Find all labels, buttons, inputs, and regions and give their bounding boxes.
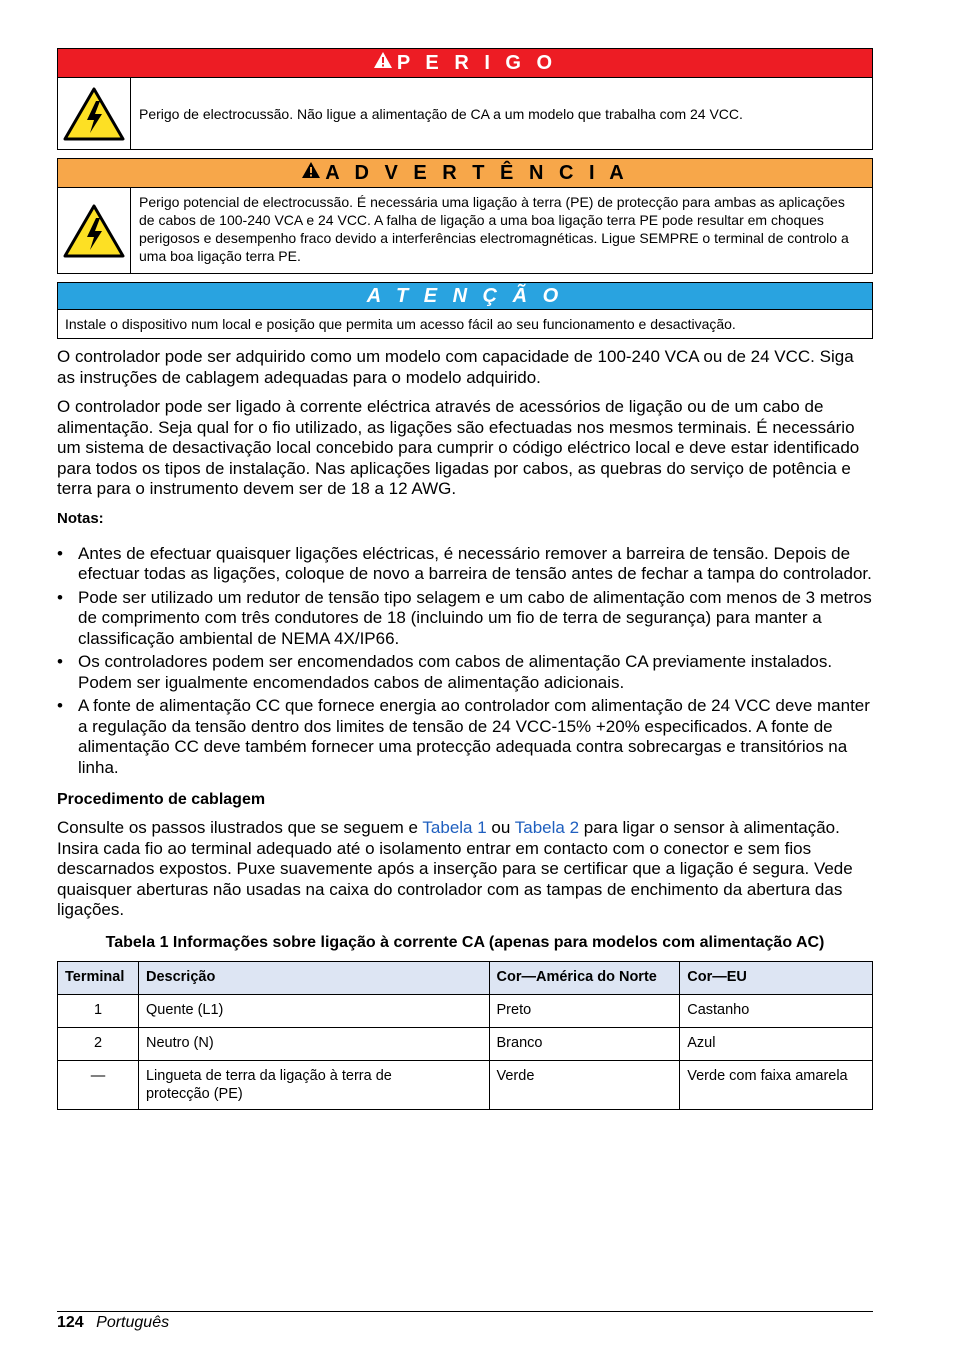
danger-header <box>58 49 872 78</box>
danger-notice <box>57 48 873 150</box>
danger-title: P E R I G O <box>396 51 558 74</box>
notes-list <box>57 544 873 779</box>
warning-title: A D V E R T Ê N C I A <box>325 161 629 184</box>
table-cell: Castanho <box>680 994 873 1027</box>
section-title: Procedimento de cablagem <box>57 791 266 808</box>
table-row <box>58 1060 873 1109</box>
table-cell: Quente (L1) <box>138 994 489 1027</box>
table-cell: Branco <box>489 1027 680 1060</box>
table-cell: Neutro (N) <box>138 1027 489 1060</box>
table-header-row <box>58 961 873 994</box>
footer-language: Português <box>96 1314 170 1331</box>
list-item: • Antes de efectuar quaisquer ligações eléctricas, é necessário remover a barreira de tensão. Depois de efectuar todas as ligações, coloque de novo a barreira de tensão antes de fechar a tampa do controlador. <box>57 543 872 583</box>
caution-notice <box>57 282 873 339</box>
procedure-paragraph: Consulte os passos ilustrados que se seguem e Tabela 1 ou Tabela 2 para ligar o sensor à alimentação. Insira cada fio ao terminal adequado até o isolamento entrar em contacto com o conector e sem fios descarnados expostos. Puxe suavemente após a inserção para se certificar que a ligação é segura. Vede quaisquer aberturas não usadas na caixa do controlador com as tampas de enchimento da abertura das ligações. <box>57 818 853 919</box>
notes-title: Notas: <box>57 509 104 527</box>
electrical-shock-hazard-icon <box>58 78 131 149</box>
list-item: • Os controladores podem ser encomendados com cabos de alimentação CA previamente instalados. Podem ser igualmente encomendados cabos de alimentação adicionais. <box>57 652 833 692</box>
warning-notice <box>57 158 873 274</box>
danger-text: Perigo de electrocussão. Não ligue a alimentação de CA a um modelo que trabalha com 24 VCC. <box>139 105 743 122</box>
column-header: Cor—América do Norte <box>489 961 680 994</box>
power-paragraph: O controlador pode ser ligado à corrente eléctrica através de acessórios de ligação ou de um cabo de alimentação. Seja qual for o fio utilizado, as ligações são efectuadas nos mesmos terminais. É necessário um sistema de desactivação local concebido para cumprir o código eléctrico local e deve estar identificado para todos os tipos de instalação. Nas aplicações ligadas por cabos, as quebras do serviço de potência e terra para o instrumento devem ser de 18 a 12 AWG. <box>57 397 860 498</box>
table-row <box>58 994 873 1027</box>
caution-header <box>58 283 872 310</box>
intro-paragraph: O controlador pode ser adquirido como um modelo com capacidade de 100-240 VCA ou de 24 VCC. Siga as instruções de cablagem adequadas para o modelo adquirido. <box>57 347 854 387</box>
table-cell: Azul <box>680 1027 873 1060</box>
table-2-link[interactable]: Tabela 2 <box>514 818 580 837</box>
table-cell: Lingueta de terra da ligação à terra de protecção (PE) <box>138 1060 489 1109</box>
table-cell: — <box>58 1060 139 1109</box>
table-row <box>58 1027 873 1060</box>
warning-text: Perigo potencial de electrocussão. É necessária uma ligação à terra (PE) de protecção para ambas as aplicações de cabos de 100-240 VCA e 24 VCC. A falha de ligação a uma boa ligação terra PE pode resultar em choques perigosos e desempenho fraco devido a interferências electromagnéticas. Ligue SEMPRE o terminal de controlo a uma boa ligação terra PE. <box>139 194 849 264</box>
page-content <box>57 48 873 1110</box>
caution-title: A T E N Ç Ã O <box>366 284 564 307</box>
page-number: 124 <box>57 1314 84 1331</box>
table-cell: Verde com faixa amarela <box>680 1060 873 1109</box>
caution-text: Instale o dispositivo num local e posição que permita um acesso fácil ao seu funcionamento e desactivação. <box>65 316 736 332</box>
list-item: • A fonte de alimentação CC que fornece energia ao controlador com alimentação de 24 VCC deve manter a regulação da tensão dentro dos limites de tensão de 24 VCC-15% +20% especificados. A fonte de alimentação CC deve também fornecer uma protecção adequada contra sobrecargas e transitórios na linha. <box>57 696 870 777</box>
warning-header <box>58 159 872 188</box>
table-cell: Preto <box>489 994 680 1027</box>
column-header: Descrição <box>138 961 489 994</box>
table-cell: Verde <box>489 1060 680 1109</box>
list-item: • Pode ser utilizado um redutor de tensão tipo selagem e um cabo de alimentação com menos de 3 metros de comprimento com três condutores de 18 (incluindo um fio de terra de segurança) para manter a classificação ambiental de NEMA 4X/IP66. <box>57 587 872 648</box>
electrical-shock-hazard-icon <box>58 188 131 273</box>
table-caption: Tabela 1 Informações sobre ligação à corrente CA (apenas para modelos com alimentação AC) <box>105 933 825 951</box>
table-1-link[interactable]: Tabela 1 <box>422 818 487 837</box>
column-header: Terminal <box>58 961 139 994</box>
warning-triangle-icon <box>373 51 393 75</box>
column-header: Cor—EU <box>680 961 873 994</box>
table-cell: 2 <box>58 1027 139 1060</box>
ac-wiring-table <box>57 961 873 1110</box>
warning-triangle-icon <box>301 161 321 185</box>
table-cell: 1 <box>58 994 139 1027</box>
page-footer <box>57 1311 873 1332</box>
